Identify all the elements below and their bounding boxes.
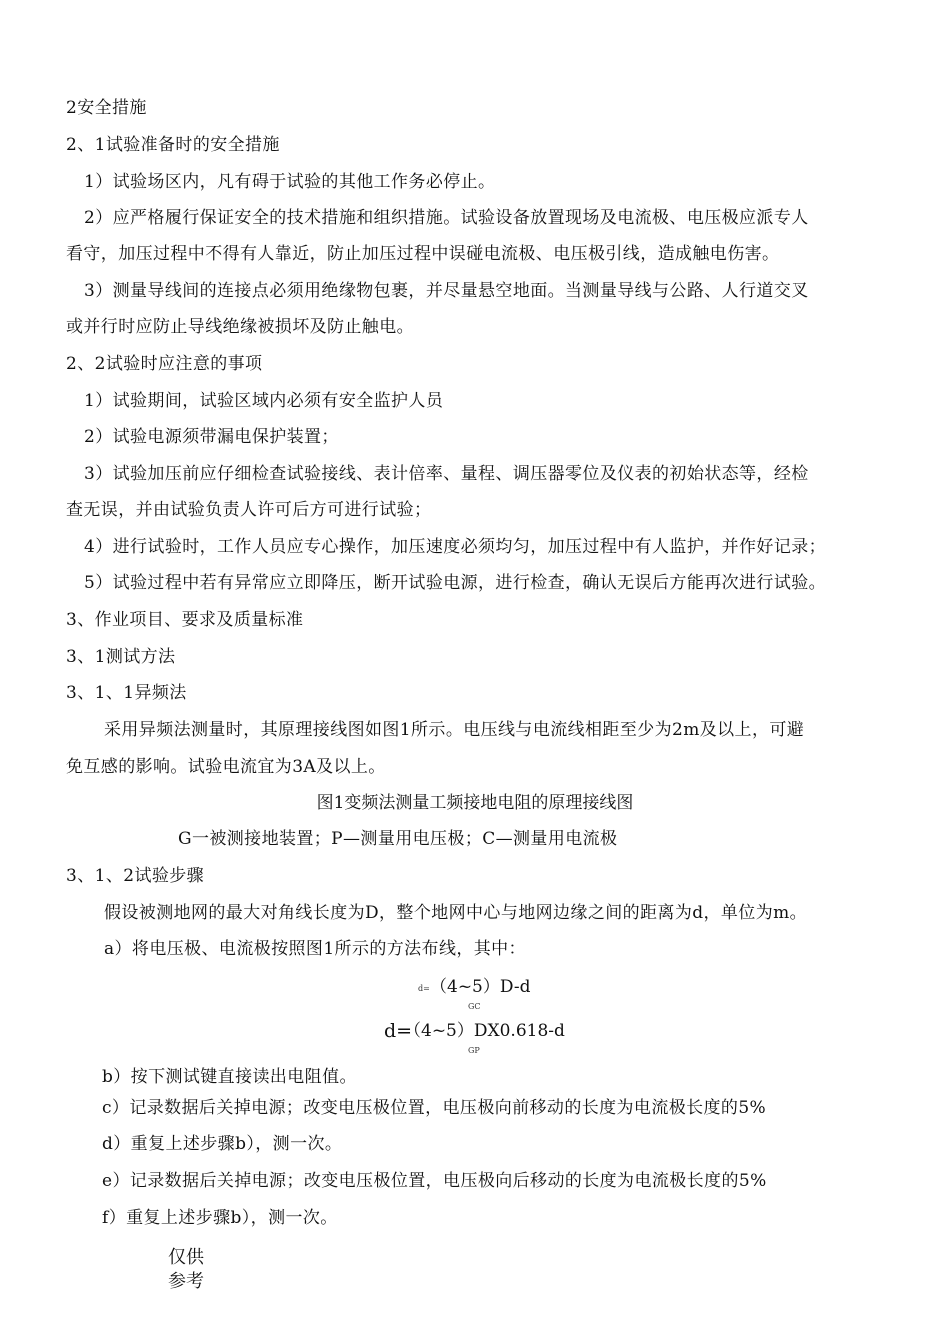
section-heading-3-1-2: 3、1、2试验步骤 bbox=[66, 866, 205, 886]
step-f: f）重复上述步骤b），测一次。 bbox=[102, 1208, 338, 1228]
figure-legend: G一被测接地装置；P—测量用电压极；C—测量用电流极 bbox=[178, 829, 618, 849]
formula-1-prefix: d= bbox=[418, 984, 430, 993]
formula-2-subscript: GP bbox=[468, 1046, 480, 1055]
paragraph: 2）试验电源须带漏电保护装置； bbox=[84, 427, 339, 447]
step-b: b）按下测试键直接读出电阻值。 bbox=[102, 1067, 357, 1087]
paragraph: 或并行时应防止导线绝缘被损坏及防止触电。 bbox=[66, 317, 414, 337]
footer-note-line1: 仅供 bbox=[168, 1247, 204, 1268]
paragraph: 免互感的影响。试验电流宜为3A及以上。 bbox=[66, 757, 386, 777]
step-d: d）重复上述步骤b），测一次。 bbox=[102, 1134, 343, 1154]
paragraph: 采用异频法测量时，其原理接线图如图1所示。电压线与电流线相距至少为2m及以上，可避 bbox=[104, 720, 805, 740]
step-c: c）记录数据后关掉电源；改变电压极位置，电压极向前移动的长度为电流极长度的5% bbox=[102, 1098, 767, 1118]
section-heading-3-1: 3、1测试方法 bbox=[66, 647, 176, 667]
section-heading-2-1: 2、1试验准备时的安全措施 bbox=[66, 135, 280, 155]
formula-2: （4~5）DX0.618-d bbox=[404, 1021, 565, 1041]
figure-caption: 图1变频法测量工频接地电阻的原理接线图 bbox=[316, 793, 634, 813]
paragraph: 看守，加压过程中不得有人靠近，防止加压过程中误碰电流极、电压极引线，造成触电伤害。 bbox=[66, 244, 780, 264]
step-a: a）将电压极、电流极按照图1所示的方法布线，其中： bbox=[104, 939, 526, 959]
paragraph: 假设被测地网的最大对角线长度为D，整个地网中心与地网边缘之间的距离为d，单位为m。 bbox=[104, 903, 808, 923]
footer-note-line2: 参考 bbox=[168, 1271, 204, 1292]
paragraph: 5）试验过程中若有异常应立即降压，断开试验电源，进行检查，确认无误后方能再次进行试验。 bbox=[84, 573, 827, 593]
paragraph: 1）试验期间，试验区域内必须有安全监护人员 bbox=[84, 391, 444, 411]
paragraph: 3）测量导线间的连接点必须用绝缘物包裹，并尽量悬空地面。当测量导线与公路、人行道交叉 bbox=[84, 281, 809, 301]
paragraph: 4）进行试验时，工作人员应专心操作，加压速度必须均匀，加压过程中有人监护，并作好记录； bbox=[84, 537, 827, 557]
section-heading-2: 2安全措施 bbox=[66, 98, 147, 118]
formula-2-prefix: d= bbox=[384, 1020, 413, 1042]
step-e: e）记录数据后关掉电源；改变电压极位置，电压极向后移动的长度为电流极长度的5% bbox=[102, 1171, 767, 1191]
formula-1: （4~5）D-d bbox=[430, 977, 531, 997]
section-heading-3-1-1: 3、1、1异频法 bbox=[66, 683, 187, 703]
section-heading-3: 3、作业项目、要求及质量标准 bbox=[66, 610, 304, 630]
paragraph: 1）试验场区内，凡有碍于试验的其他工作务必停止。 bbox=[84, 172, 496, 192]
formula-1-subscript: GC bbox=[468, 1002, 481, 1011]
paragraph: 3）试验加压前应仔细检查试验接线、表计倍率、量程、调压器零位及仪表的初始状态等，经检 bbox=[84, 464, 809, 484]
paragraph: 2）应严格履行保证安全的技术措施和组织措施。试验设备放置现场及电流极、电压极应派专人 bbox=[84, 208, 809, 228]
section-heading-2-2: 2、2试验时应注意的事项 bbox=[66, 354, 263, 374]
paragraph: 查无误，并由试验负责人许可后方可进行试验； bbox=[66, 500, 432, 520]
